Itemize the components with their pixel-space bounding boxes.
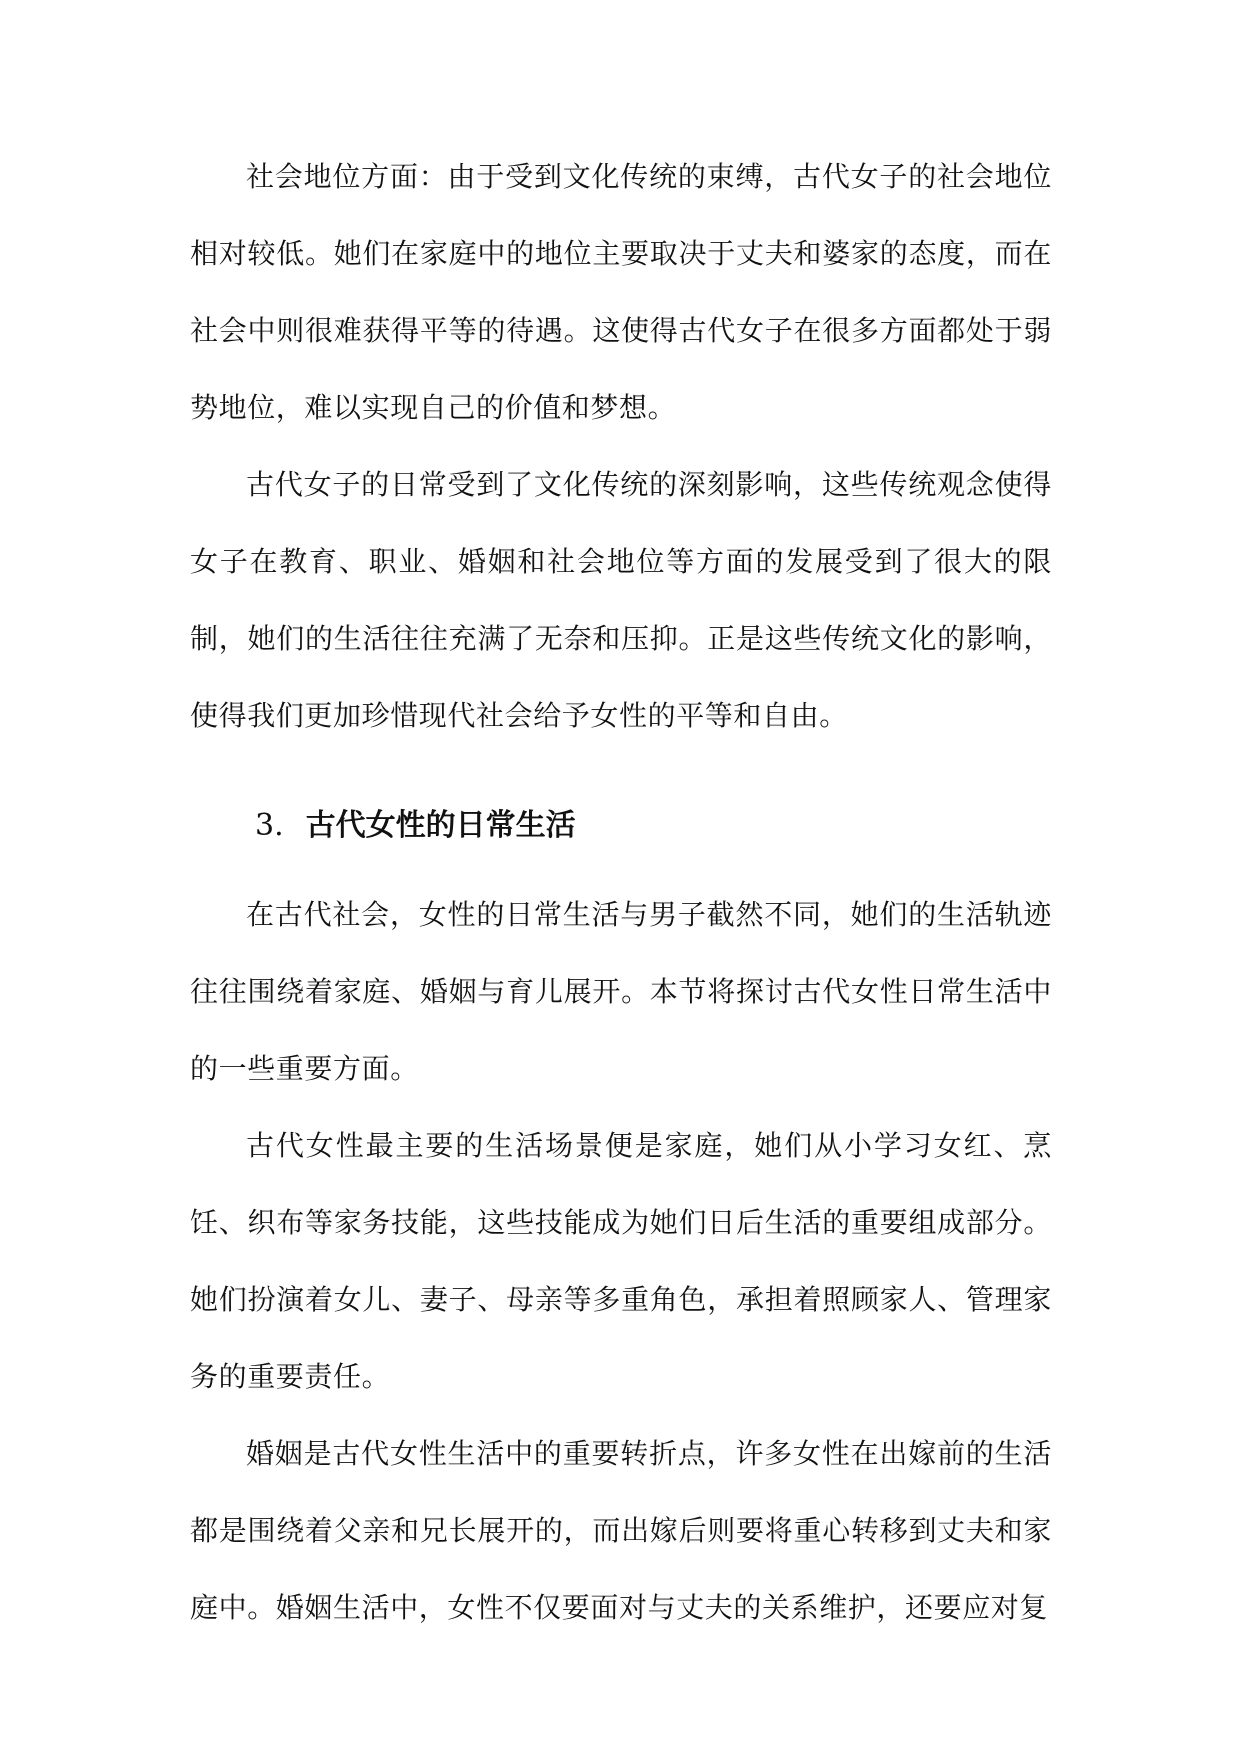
paragraph-family-life: 古代女性最主要的生活场景便是家庭，她们从小学习女红、烹饪、织布等家务技能，这些技能成为她们日后生活的重要组成部分。她们扮演着女儿、妻子、母亲等多重角色，承担着照顾家人、管理家务的重要责任。 (190, 1129, 1052, 1393)
paragraph-tradition-influence: 古代女子的日常受到了文化传统的深刻影响，这些传统观念使得女子在教育、职业、婚姻和社会地位等方面的发展受到了很大的限制，她们的生活往往充满了无奈和压抑。正是这些传统文化的影响，使得我们更加珍惜现代社会给予女性的平等和自由。 (190, 468, 1052, 732)
section-title: 古代女性的日常生活 (305, 808, 576, 843)
paragraph-marriage: 婚姻是古代女性生活中的重要转折点，许多女性在出嫁前的生活都是围绕着父亲和兄长展开的，而出嫁后则要将重心转移到丈夫和家庭中。婚姻生活中，女性不仅要面对与丈夫的关系维护，还要应对复 (190, 1437, 1052, 1624)
document-body (190, 138, 1052, 1646)
section-heading (190, 776, 1052, 876)
section-number: 3. (255, 808, 284, 843)
paragraph-daily-life-intro: 在古代社会，女性的日常生活与男子截然不同，她们的生活轨迹往往围绕着家庭、婚姻与育儿展开。本节将探讨古代女性日常生活中的一些重要方面。 (190, 898, 1052, 1085)
paragraph-social-status: 社会地位方面：由于受到文化传统的束缚，古代女子的社会地位相对较低。她们在家庭中的地位主要取决于丈夫和婆家的态度，而在社会中则很难获得平等的待遇。这使得古代女子在很多方面都处于弱势地位，难以实现自己的价值和梦想。 (190, 160, 1052, 424)
